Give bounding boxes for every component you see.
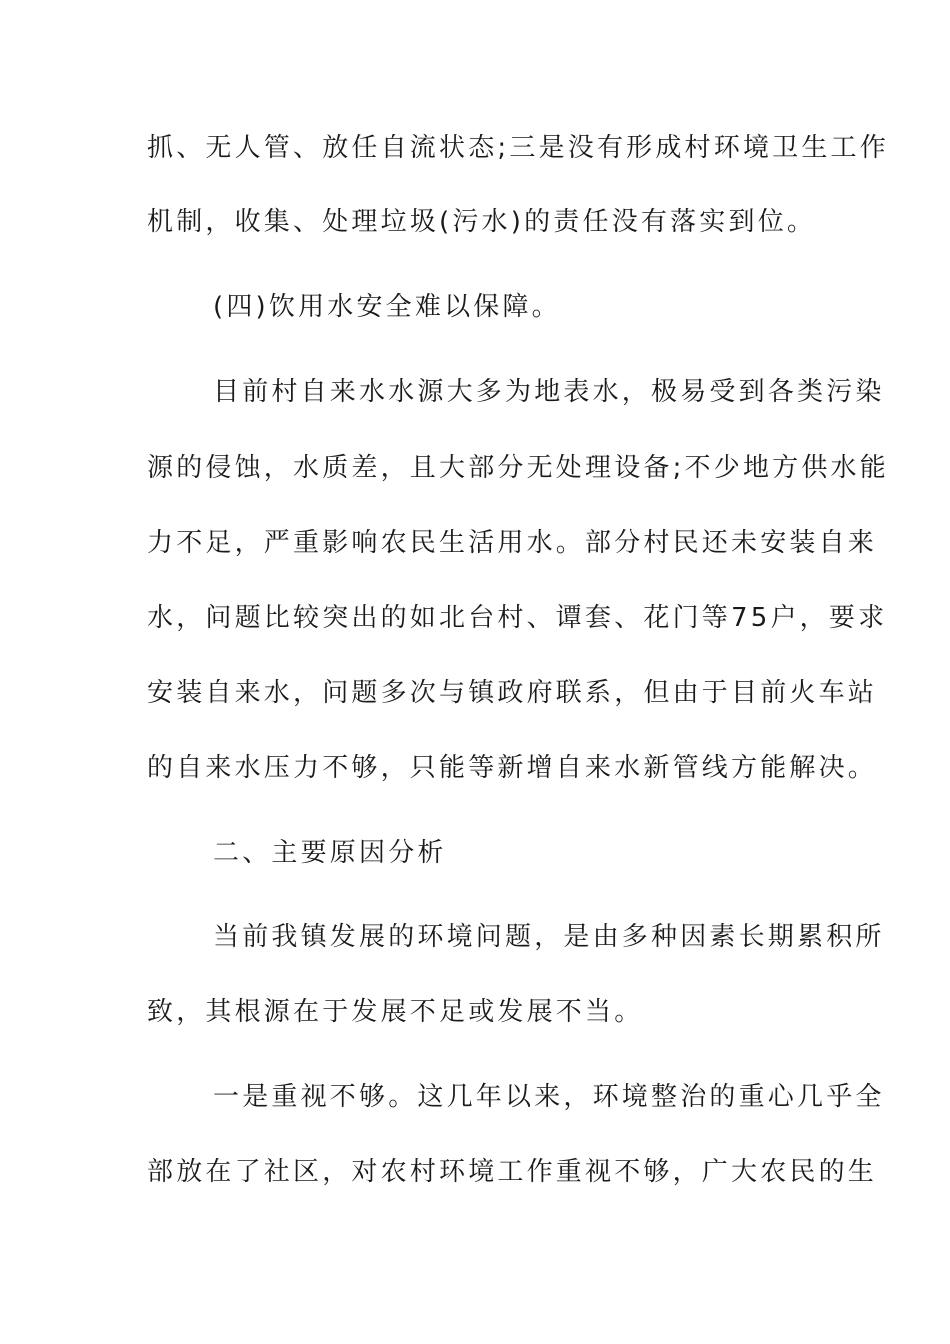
text-line: 水，问题比较突出的如北台村、谭套、花门等75户，要求	[147, 603, 888, 633]
text-line: 的自来水压力不够，只能等新增自来水新管线方能解决。	[147, 753, 878, 783]
text-line: 当前我镇发展的环境问题，是由多种因素长期累积所	[213, 922, 885, 952]
text-line: 机制，收集、处理垃圾(污水)的责任没有落实到位。	[147, 207, 817, 237]
text-line: 一是重视不够。这几年以来，环境整治的重心几乎全	[213, 1082, 885, 1112]
text-line: 力不足，严重影响农民生活用水。部分村民还未安装自来	[147, 528, 878, 558]
text-line: 源的侵蚀，水质差，且大部分无处理设备;不少地方供水能	[147, 453, 889, 483]
text-line: 抓、无人管、放任自流状态;三是没有形成村环境卫生工作	[147, 133, 889, 163]
section-heading: (四)饮用水安全难以保障。	[213, 292, 561, 322]
text-line: 安装自来水，问题多次与镇政府联系，但由于目前火车站	[147, 678, 878, 708]
text-line: 目前村自来水水源大多为地表水，极易受到各类污染	[213, 377, 885, 407]
text-line: 部放在了社区，对农村环境工作重视不够，广大农民的生	[147, 1157, 878, 1187]
section-heading: 二、主要原因分析	[213, 838, 447, 868]
text-line: 致，其根源在于发展不足或发展不当。	[147, 997, 644, 1027]
